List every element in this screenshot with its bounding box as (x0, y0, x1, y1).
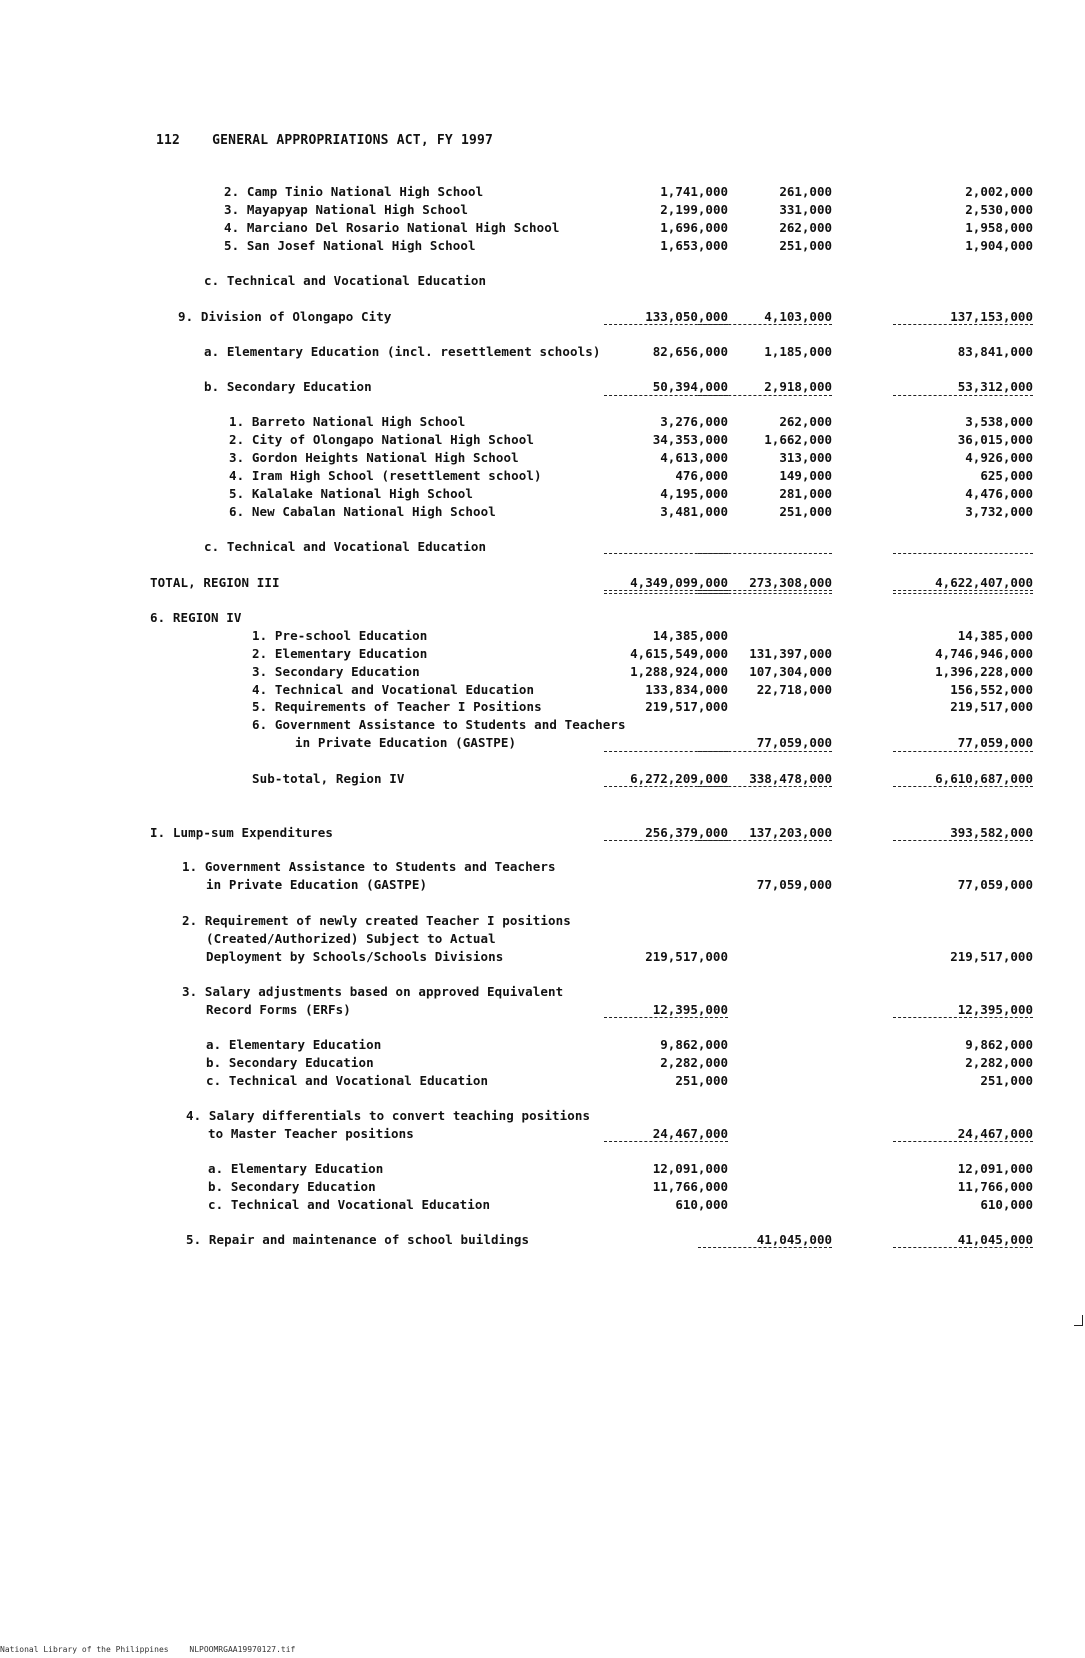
amount-c1: 34,353,000 (652, 432, 728, 447)
amount-c2: 77,059,000 (756, 877, 832, 892)
row-label: b. Secondary Education (204, 379, 372, 394)
amount-c3: 53,312,000 (957, 379, 1033, 394)
amount-c3: 625,000 (980, 468, 1033, 483)
table-row (0, 449, 1085, 467)
amount-c2: 273,308,000 (749, 575, 832, 590)
table-row (0, 467, 1085, 485)
row-label: 5. Requirements of Teacher I Positions (252, 699, 542, 714)
total-rule (893, 751, 1033, 752)
total-rule (893, 1017, 1033, 1018)
row-label: a. Elementary Education (incl. resettlement schools) (204, 344, 601, 359)
page-title: GENERAL APPROPRIATIONS ACT, FY 1997 (212, 133, 494, 148)
amount-c1: 4,615,549,000 (630, 646, 728, 661)
row-label: 4. Marciano Del Rosario National High School (224, 220, 560, 235)
table-row (0, 272, 1085, 290)
amount-c1: 11,766,000 (652, 1179, 728, 1194)
table-row (0, 1036, 1085, 1054)
amount-c3: 219,517,000 (950, 949, 1033, 964)
amount-c2: 1,662,000 (764, 432, 832, 447)
amount-c3: 137,153,000 (950, 309, 1033, 324)
page-footer (0, 1645, 311, 1654)
amount-c1: 9,862,000 (660, 1037, 728, 1052)
total-rule (698, 786, 832, 787)
amount-c1: 610,000 (675, 1197, 728, 1212)
amount-c3: 1,396,228,000 (935, 664, 1033, 679)
table-row (0, 698, 1085, 716)
amount-c1: 2,282,000 (660, 1055, 728, 1070)
table-row (0, 1196, 1085, 1214)
amount-c2: 313,000 (779, 450, 832, 465)
row-label: 5. Repair and maintenance of school buildings (186, 1232, 530, 1247)
table-row (0, 503, 1085, 521)
row-label: 3. Salary adjustments based on approved Equivalent (182, 984, 564, 999)
total-rule (698, 553, 832, 554)
amount-c1: 4,349,099,000 (630, 575, 728, 590)
amount-c1: 476,000 (675, 468, 728, 483)
table-row (0, 663, 1085, 681)
amount-c3: 4,622,407,000 (935, 575, 1033, 590)
row-label: 1. Barreto National High School (229, 414, 466, 429)
amount-c3: 3,538,000 (965, 414, 1033, 429)
amount-c3: 77,059,000 (957, 735, 1033, 750)
amount-c1: 1,653,000 (660, 238, 728, 253)
total-rule (893, 1141, 1033, 1142)
table-row (0, 237, 1085, 255)
table-row (0, 378, 1085, 396)
amount-c1: 12,091,000 (652, 1161, 728, 1176)
amount-c3: 3,732,000 (965, 504, 1033, 519)
row-label: 4. Salary differentials to convert teaching positions (186, 1108, 591, 1123)
amount-c3: 14,385,000 (957, 628, 1033, 643)
amount-c2: 149,000 (779, 468, 832, 483)
row-label: 9. Division of Olongapo City (178, 309, 392, 324)
table-row (0, 948, 1085, 966)
table-row (0, 609, 1085, 627)
row-label: 4. Iram High School (resettlement school) (229, 468, 542, 483)
double-rule (893, 590, 1033, 591)
footer-file: NLPOOMRGAA19970127.tif (189, 1645, 296, 1654)
row-label: in Private Education (GASTPE) (206, 877, 428, 892)
amount-c3: 1,958,000 (965, 220, 1033, 235)
amount-c2: 262,000 (779, 220, 832, 235)
amount-c3: 4,476,000 (965, 486, 1033, 501)
amount-c1: 256,379,000 (645, 825, 728, 840)
table-row (0, 183, 1085, 201)
row-label: a. Elementary Education (206, 1037, 382, 1052)
row-label: Record Forms (ERFs) (206, 1002, 351, 1017)
amount-c2: 251,000 (779, 238, 832, 253)
amount-c1: 24,467,000 (652, 1126, 728, 1141)
amount-c3: 2,282,000 (965, 1055, 1033, 1070)
table-row (0, 930, 1085, 948)
row-label: 1. Pre-school Education (252, 628, 428, 643)
row-label: b. Secondary Education (206, 1055, 374, 1070)
amount-c1: 3,481,000 (660, 504, 728, 519)
total-rule (604, 1141, 728, 1142)
amount-c2: 281,000 (779, 486, 832, 501)
table-row (0, 734, 1085, 752)
row-label: c. Technical and Vocational Education (208, 1197, 491, 1212)
row-label: 2. Camp Tinio National High School (224, 184, 484, 199)
amount-c3: 251,000 (980, 1073, 1033, 1088)
amount-c1: 82,656,000 (652, 344, 728, 359)
amount-c3: 393,582,000 (950, 825, 1033, 840)
amount-c3: 2,002,000 (965, 184, 1033, 199)
total-rule (893, 786, 1033, 787)
amount-c2: 262,000 (779, 414, 832, 429)
amount-c3: 4,746,946,000 (935, 646, 1033, 661)
amount-c1: 1,741,000 (660, 184, 728, 199)
table-row (0, 1072, 1085, 1090)
table-row (0, 876, 1085, 894)
amount-c1: 219,517,000 (645, 949, 728, 964)
total-rule (698, 751, 832, 752)
row-label: 5. Kalalake National High School (229, 486, 474, 501)
amount-c1: 3,276,000 (660, 414, 728, 429)
row-label: c. Technical and Vocational Education (204, 273, 487, 288)
table-row (0, 681, 1085, 699)
amount-c2: 261,000 (779, 184, 832, 199)
amount-c1: 50,394,000 (652, 379, 728, 394)
amount-c2: 22,718,000 (756, 682, 832, 697)
footer-library: National Library of the Philippines (0, 1645, 169, 1654)
amount-c3: 219,517,000 (950, 699, 1033, 714)
row-label: Sub-total, Region IV (252, 771, 405, 786)
total-rule (698, 1247, 832, 1248)
row-label: 2. Elementary Education (252, 646, 428, 661)
amount-c3: 36,015,000 (957, 432, 1033, 447)
total-rule (893, 395, 1033, 396)
total-rule (893, 553, 1033, 554)
amount-c3: 41,045,000 (957, 1232, 1033, 1247)
table-row (0, 1107, 1085, 1125)
crop-mark (1074, 1315, 1083, 1326)
total-rule (893, 1247, 1033, 1248)
row-label: I. Lump-sum Expenditures (150, 825, 334, 840)
row-label: a. Elementary Education (208, 1161, 384, 1176)
amount-c2: 41,045,000 (756, 1232, 832, 1247)
amount-c3: 2,530,000 (965, 202, 1033, 217)
amount-c2: 107,304,000 (749, 664, 832, 679)
total-rule (698, 324, 832, 325)
amount-c1: 133,050,000 (645, 309, 728, 324)
amount-c1: 2,199,000 (660, 202, 728, 217)
table-row (0, 413, 1085, 431)
amount-c1: 251,000 (675, 1073, 728, 1088)
amount-c3: 1,904,000 (965, 238, 1033, 253)
row-label: 3. Gordon Heights National High School (229, 450, 519, 465)
table-row (0, 645, 1085, 663)
table-row (0, 858, 1085, 876)
row-label: 3. Secondary Education (252, 664, 420, 679)
amount-c3: 24,467,000 (957, 1126, 1033, 1141)
row-label: c. Technical and Vocational Education (206, 1073, 489, 1088)
amount-c2: 4,103,000 (764, 309, 832, 324)
amount-c3: 9,862,000 (965, 1037, 1033, 1052)
table-row (0, 485, 1085, 503)
table-row (0, 716, 1085, 734)
table-row (0, 983, 1085, 1001)
amount-c1: 6,272,209,000 (630, 771, 728, 786)
total-rule (604, 1017, 728, 1018)
row-label: 1. Government Assistance to Students and Teachers (182, 859, 556, 874)
row-label: 2. Requirement of newly created Teacher I positions (182, 913, 571, 928)
table-row (0, 431, 1085, 449)
row-label: 5. San Josef National High School (224, 238, 476, 253)
table-row (0, 201, 1085, 219)
amount-c2: 331,000 (779, 202, 832, 217)
amount-c1: 4,195,000 (660, 486, 728, 501)
amount-c3: 12,091,000 (957, 1161, 1033, 1176)
amount-c1: 12,395,000 (652, 1002, 728, 1017)
page-number: 112 (156, 133, 181, 148)
total-rule (698, 395, 832, 396)
amount-c1: 1,696,000 (660, 220, 728, 235)
total-rule (698, 840, 832, 841)
amount-c2: 1,185,000 (764, 344, 832, 359)
amount-c1: 4,613,000 (660, 450, 728, 465)
amount-c3: 156,552,000 (950, 682, 1033, 697)
amount-c2: 77,059,000 (756, 735, 832, 750)
total-rule (893, 840, 1033, 841)
table-row (0, 343, 1085, 361)
amount-c1: 133,834,000 (645, 682, 728, 697)
amount-c2: 2,918,000 (764, 379, 832, 394)
amount-c3: 6,610,687,000 (935, 771, 1033, 786)
double-rule (698, 590, 832, 591)
row-label: b. Secondary Education (208, 1179, 376, 1194)
amount-c2: 251,000 (779, 504, 832, 519)
row-label: 4. Technical and Vocational Education (252, 682, 535, 697)
row-label: Deployment by Schools/Schools Divisions (206, 949, 504, 964)
amount-c2: 131,397,000 (749, 646, 832, 661)
table-row (0, 1178, 1085, 1196)
row-label: c. Technical and Vocational Education (204, 539, 487, 554)
row-label: 2. City of Olongapo National High School (229, 432, 535, 447)
row-label: 6. Government Assistance to Students and Teachers (252, 717, 626, 732)
amount-c2: 137,203,000 (749, 825, 832, 840)
row-label: 6. New Cabalan National High School (229, 504, 496, 519)
total-rule (893, 324, 1033, 325)
table-row (0, 219, 1085, 237)
table-row (0, 627, 1085, 645)
amount-c1: 219,517,000 (645, 699, 728, 714)
amount-c3: 77,059,000 (957, 877, 1033, 892)
row-label: TOTAL, REGION III (150, 575, 280, 590)
row-label: to Master Teacher positions (208, 1126, 414, 1141)
page-header (156, 133, 517, 148)
amount-c1: 14,385,000 (652, 628, 728, 643)
amount-c2: 338,478,000 (749, 771, 832, 786)
amount-c3: 12,395,000 (957, 1002, 1033, 1017)
row-label: 6. REGION IV (150, 610, 242, 625)
table-row (0, 912, 1085, 930)
row-label: 3. Mayapyap National High School (224, 202, 469, 217)
table-row (0, 1054, 1085, 1072)
amount-c3: 11,766,000 (957, 1179, 1033, 1194)
row-label: (Created/Authorized) Subject to Actual (206, 931, 496, 946)
amount-c3: 83,841,000 (957, 344, 1033, 359)
table-row (0, 1160, 1085, 1178)
amount-c1: 1,288,924,000 (630, 664, 728, 679)
row-label: in Private Education (GASTPE) (295, 735, 517, 750)
amount-c3: 4,926,000 (965, 450, 1033, 465)
amount-c3: 610,000 (980, 1197, 1033, 1212)
